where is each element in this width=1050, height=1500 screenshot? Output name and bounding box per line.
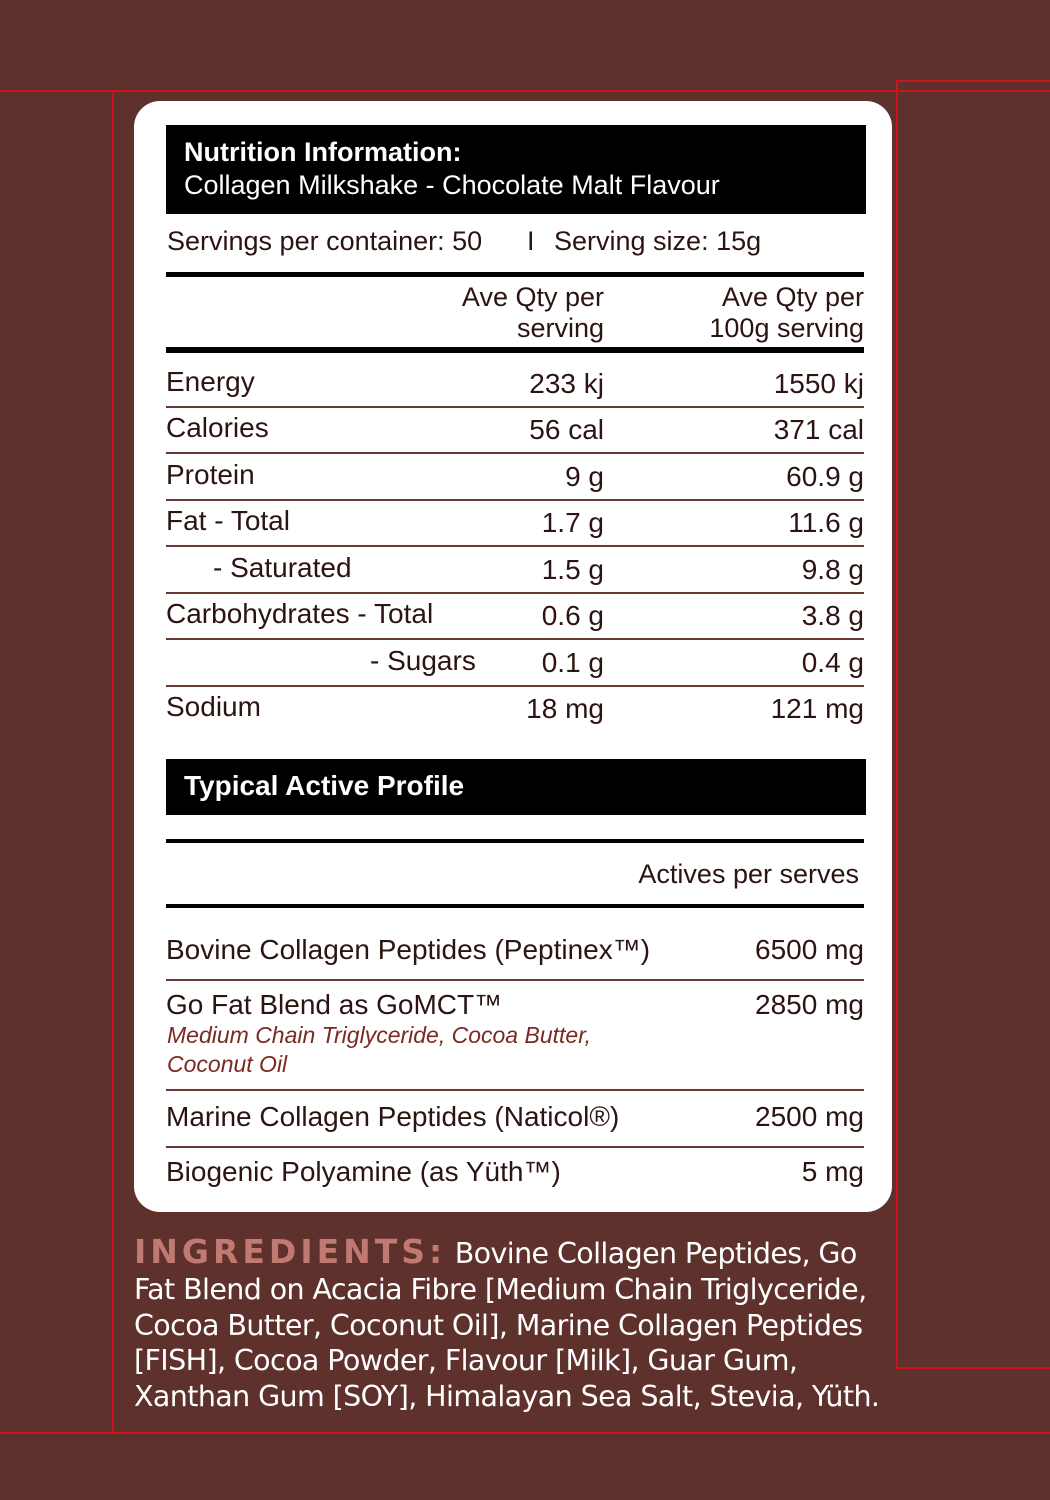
nutrient-label: - Sugars <box>370 645 476 676</box>
nutrient-label: Protein <box>166 459 255 490</box>
nutrient-per-100g: 1550 kj <box>773 368 864 399</box>
actives-header <box>166 759 866 815</box>
active-sub: Coconut Oil <box>167 1051 288 1077</box>
actives-title: Typical Active Profile <box>184 770 465 801</box>
divider <box>166 452 864 454</box>
active-value: 6500 mg <box>755 934 864 965</box>
guide-line <box>112 90 114 1434</box>
divider <box>166 272 864 277</box>
nutrition-title: Nutrition Information: <box>184 137 462 167</box>
nutrient-per-serving: 0.6 g <box>541 600 604 631</box>
divider <box>166 638 864 640</box>
ingredients <box>134 1234 904 1415</box>
divider <box>166 592 864 594</box>
nutrient-per-serving: 233 kj <box>529 368 604 399</box>
divider <box>166 979 864 981</box>
active-label: Go Fat Blend as GoMCT™ <box>166 989 503 1020</box>
nutrient-label: Sodium <box>166 691 261 722</box>
nutrient-label: Energy <box>166 366 255 397</box>
nutrient-per-100g: 121 mg <box>770 693 864 724</box>
active-value: 2500 mg <box>755 1101 864 1132</box>
nutrient-label: Carbohydrates - Total <box>166 598 434 629</box>
col-header-line: Ave Qty per <box>721 282 864 312</box>
nutrient-label: Fat - Total <box>166 505 290 536</box>
actives-column-header: Actives per serves <box>638 859 859 889</box>
ingredients-label: INGREDIENTS: <box>134 1232 447 1271</box>
divider <box>166 347 864 353</box>
nutrient-per-100g: 3.8 g <box>801 600 864 631</box>
nutrient-label: - Saturated <box>213 552 352 583</box>
nutrient-per-100g: 371 cal <box>773 414 864 445</box>
divider <box>166 1146 864 1148</box>
active-label: Marine Collagen Peptides (Naticol®) <box>166 1101 620 1132</box>
divider <box>166 499 864 501</box>
divider <box>166 839 864 843</box>
col-header-line: 100g serving <box>709 313 864 343</box>
active-value: 5 mg <box>801 1156 864 1187</box>
separator: I <box>527 226 535 256</box>
product-name: Collagen Milkshake - Chocolate Malt Flavour <box>184 170 720 200</box>
nutrient-per-serving: 1.5 g <box>541 554 604 585</box>
guide-line <box>896 80 898 1368</box>
active-label: Biogenic Polyamine (as Yüth™) <box>166 1156 561 1187</box>
divider <box>166 406 864 408</box>
serving-size: Serving size: 15g <box>554 226 762 256</box>
col-header-line: serving <box>516 313 604 343</box>
divider <box>166 904 864 908</box>
divider <box>166 685 864 687</box>
nutrient-per-serving: 0.1 g <box>541 647 604 678</box>
nutrient-per-serving: 18 mg <box>526 693 604 724</box>
nutrient-per-serving: 9 g <box>565 461 604 492</box>
active-sub: Medium Chain Triglyceride, Cocoa Butter, <box>167 1022 591 1048</box>
divider <box>166 1089 864 1091</box>
guide-line <box>0 1432 1050 1434</box>
nutrient-per-100g: 9.8 g <box>801 554 864 585</box>
active-label: Bovine Collagen Peptides (Peptinex™) <box>166 934 651 965</box>
nutrient-per-100g: 11.6 g <box>788 507 864 538</box>
col-header-serving <box>462 282 604 344</box>
nutrient-per-serving: 56 cal <box>529 414 604 445</box>
nutrient-per-100g: 60.9 g <box>786 461 864 492</box>
nutrition-header <box>166 125 866 214</box>
col-header-100g <box>709 282 864 344</box>
guide-line <box>0 90 1050 92</box>
servings-per-container: Servings per container: 50 <box>167 226 483 256</box>
guide-line <box>896 1367 1050 1369</box>
active-value: 2850 mg <box>755 989 864 1020</box>
nutrient-label: Calories <box>166 412 269 443</box>
col-header-line: Ave Qty per <box>461 282 604 312</box>
divider <box>166 545 864 547</box>
nutrient-per-100g: 0.4 g <box>801 647 864 678</box>
nutrient-per-serving: 1.7 g <box>541 507 604 538</box>
guide-line <box>896 80 1050 82</box>
ingredients-text: Bovine Collagen Peptides, Go Fat Blend on Acacia Fibre [Medium Chain Triglyceride, Cocoa Butter, Coconut Oil], Marine Collagen Peptides [FISH], Cocoa Powder, Flavour [Milk], Guar Gum, Xanthan Gum [SOY], Himalayan Sea Salt, Stevia, Yüth. <box>134 1237 880 1414</box>
